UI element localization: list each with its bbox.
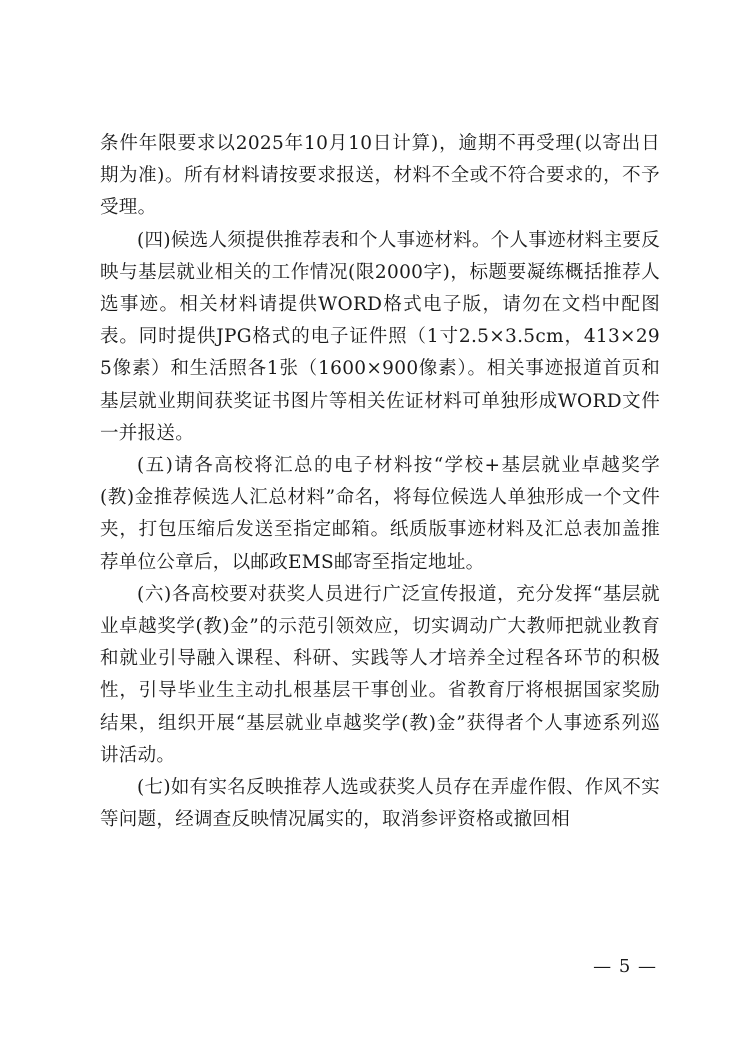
- paragraph-item-7: (七)如有实名反映推荐人选或获奖人员存在弄虚作假、作风不实等问题，经调查反映情况属实的，取消参评资格或撤回相: [100, 777, 660, 831]
- document-body: [100, 128, 660, 836]
- paragraph-continuation: 条件年限要求以2025年10月10日计算)，逾期不再受理(以寄出日期为准)。所有材料请按要求报送，材料不全或不符合要求的，不予受理。: [100, 133, 660, 219]
- paragraph-item-4: (四)候选人须提供推荐表和个人事迹材料。个人事迹材料主要反映与基层就业相关的工作情况(限2000字)，标题要凝练概括推荐人选事迹。相关材料请提供WORD格式电子版，请勿在文档中配图表。同时提供JPG格式的电子证件照（1寸2.5×3.5cm，413×295像素）和生活照各1张（1600×900像素）。相关事迹报道首页和基层就业期间获奖证书图片等相关佐证材料可单独形成WORD文件一并报送。: [100, 229, 660, 444]
- page-number: — 5 —: [593, 956, 657, 977]
- paragraph-item-5: (五)请各高校将汇总的电子材料按“学校+基层就业卓越奖学(教)金推荐候选人汇总材料”命名，将每位候选人单独形成一个文件夹，打包压缩后发送至指定邮箱。纸质版事迹材料及汇总表加盖推荐单位公章后，以邮政EMS邮寄至指定地址。: [100, 455, 660, 573]
- paragraph-item-6: (六)各高校要对获奖人员进行广泛宣传报道，充分发挥“基层就业卓越奖学(教)金”的示范引领效应，切实调动广大教师把就业教育和就业引导融入课程、科研、实践等人才培养全过程各环节的积极性，引导毕业生主动扎根基层干事创业。省教育厅将根据国家奖励结果，组织开展“基层就业卓越奖学(教)金”获得者个人事迹系列巡讲活动。: [100, 583, 660, 766]
